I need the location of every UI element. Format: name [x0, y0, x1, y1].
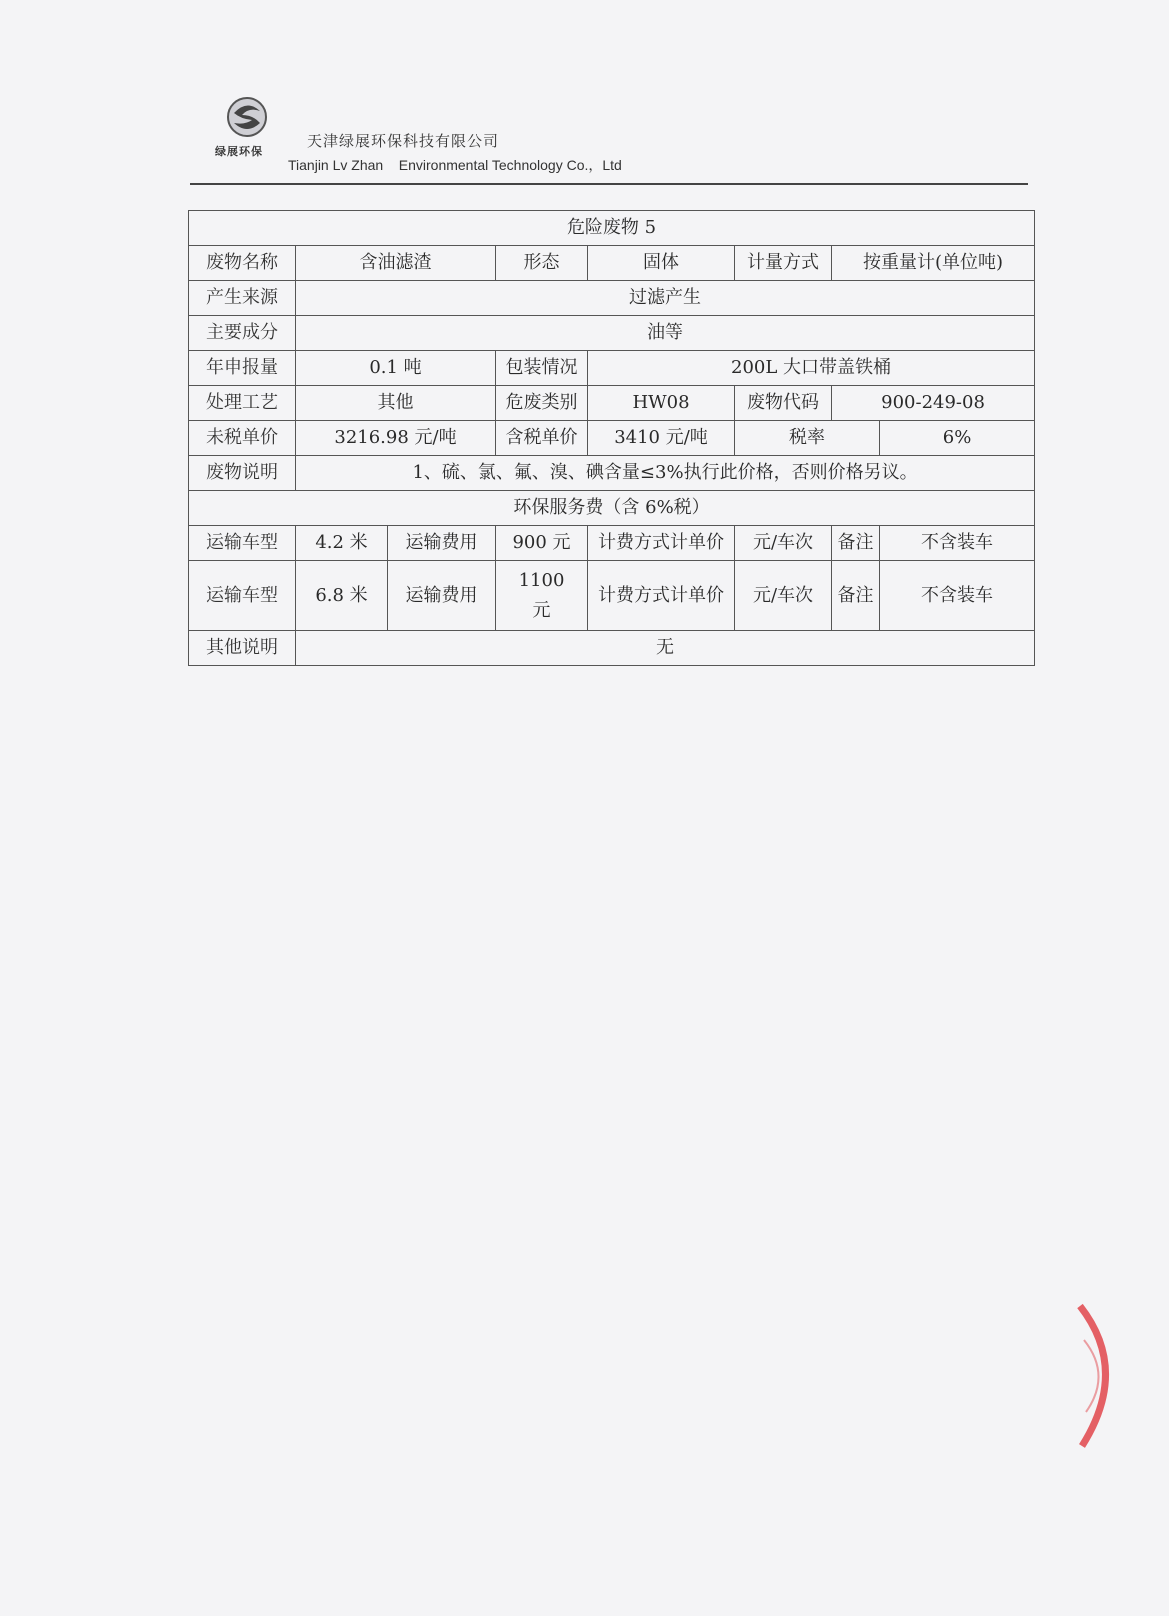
other-notes-value: 无	[296, 631, 1035, 666]
other-notes-label: 其他说明	[189, 631, 296, 666]
table-row	[189, 456, 1035, 491]
transport-fee-label: 运输费用	[388, 561, 496, 631]
transport-row	[189, 526, 1035, 561]
company-name-cn: 天津绿展环保科技有限公司	[307, 132, 500, 150]
vehicle-value: 4.2 米	[296, 526, 388, 561]
transport-fee-value: 900 元	[496, 526, 588, 561]
waste-name-label: 废物名称	[189, 246, 296, 281]
component-label: 主要成分	[189, 316, 296, 351]
vehicle-label: 运输车型	[189, 526, 296, 561]
pretax-price-value: 3216.98 元/吨	[296, 421, 496, 456]
source-value: 过滤产生	[296, 281, 1035, 316]
billing-value: 元/车次	[735, 526, 832, 561]
waste-desc-value: 1、硫、氯、氟、溴、碘含量≤3%执行此价格，否则价格另议。	[296, 456, 1035, 491]
packaging-label: 包装情况	[496, 351, 588, 386]
table-row	[189, 316, 1035, 351]
waste-desc-label: 废物说明	[189, 456, 296, 491]
tax-incl-price-value: 3410 元/吨	[588, 421, 735, 456]
tax-rate-label: 税率	[735, 421, 880, 456]
company-name-en: Tianjin Lv Zhan Environmental Technology Co.，Ltd	[288, 157, 622, 173]
waste-name-value: 含油滤渣	[296, 246, 496, 281]
waste-code-value: 900-249-08	[832, 386, 1035, 421]
measure-value: 按重量计(单位吨)	[832, 246, 1035, 281]
logo-swirl-icon	[225, 95, 269, 139]
pretax-price-label: 未税单价	[189, 421, 296, 456]
vehicle-value: 6.8 米	[296, 561, 388, 631]
form-label: 形态	[496, 246, 588, 281]
table-title-row	[189, 211, 1035, 246]
service-fee-title: 环保服务费（含 6%税）	[189, 491, 1035, 526]
annual-amount-value: 0.1 吨	[296, 351, 496, 386]
component-value: 油等	[296, 316, 1035, 351]
table-row	[189, 386, 1035, 421]
note-label: 备注	[832, 561, 880, 631]
waste-code-label: 废物代码	[735, 386, 832, 421]
logo-text: 绿展环保	[215, 145, 263, 158]
category-value: HW08	[588, 386, 735, 421]
process-label: 处理工艺	[189, 386, 296, 421]
red-seal-stamp	[1072, 1300, 1132, 1450]
tax-rate-value: 6%	[880, 421, 1035, 456]
tax-incl-price-label: 含税单价	[496, 421, 588, 456]
header-divider	[190, 183, 1028, 185]
category-label: 危废类别	[496, 386, 588, 421]
vehicle-label: 运输车型	[189, 561, 296, 631]
letterhead	[215, 95, 1035, 185]
transport-row	[189, 561, 1035, 631]
billing-value: 元/车次	[735, 561, 832, 631]
note-value: 不含装车	[880, 561, 1035, 631]
table-row	[189, 246, 1035, 281]
table-row	[189, 281, 1035, 316]
transport-fee-value: 1100 元	[496, 561, 588, 631]
source-label: 产生来源	[189, 281, 296, 316]
table-title: 危险废物 5	[189, 211, 1035, 246]
note-value: 不含装车	[880, 526, 1035, 561]
waste-info-table	[188, 210, 1035, 666]
table-row	[189, 631, 1035, 666]
packaging-value: 200L 大口带盖铁桶	[588, 351, 1035, 386]
note-label: 备注	[832, 526, 880, 561]
service-title-row	[189, 491, 1035, 526]
company-logo	[215, 95, 275, 157]
table-row	[189, 351, 1035, 386]
billing-label: 计费方式计单价	[588, 561, 735, 631]
form-value: 固体	[588, 246, 735, 281]
measure-label: 计量方式	[735, 246, 832, 281]
billing-label: 计费方式计单价	[588, 526, 735, 561]
table-row	[189, 421, 1035, 456]
process-value: 其他	[296, 386, 496, 421]
annual-amount-label: 年申报量	[189, 351, 296, 386]
transport-fee-label: 运输费用	[388, 526, 496, 561]
